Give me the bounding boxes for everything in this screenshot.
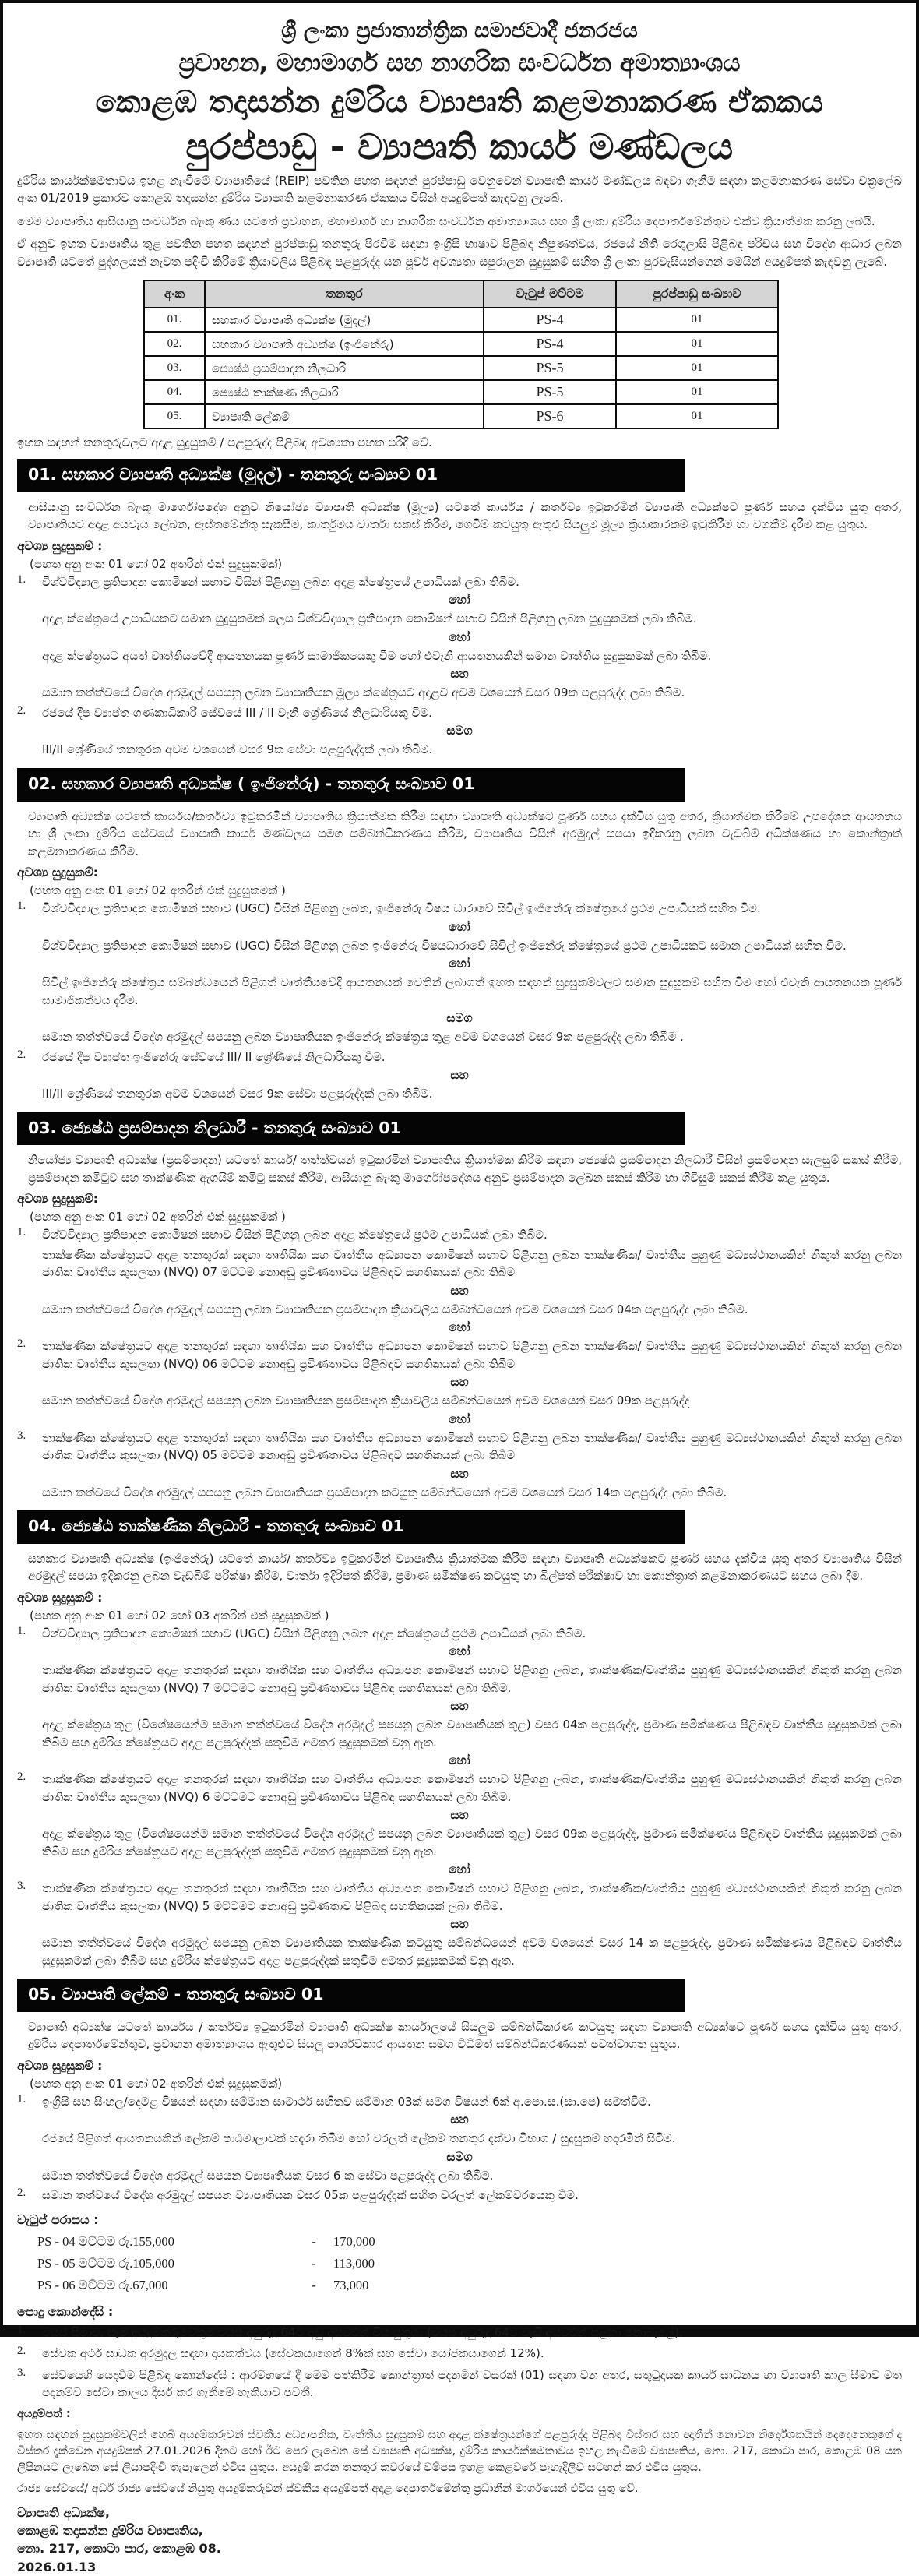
item-number: 2. [17, 2345, 26, 2358]
item-text: තාක්ෂණික ක්ෂේත්‍රයට අදාළ තනතුරක් සඳහා තෘතීයික සහ වෘත්තීය අධ්‍යාපන කොමිෂන් සභාව පිළිගනු ලබන තාක්ෂණික/ වෘත්තීය පුහුණු මධ්‍යස්ථානයකින් නිකුත් කරනු ලබන ජාතික වෘත්තීය කුසලතා (NVQ) 06 මට්ටම නොඅඩු ප්‍රවීණතාවය පිළිබඳව සහතිකයක් ලබා තිබීම [42, 1339, 902, 1371]
table-cell: 01 [616, 308, 778, 332]
salary-label: වැටුප් පරාසය : [17, 2211, 99, 2227]
conjunction-word: සමග [446, 1011, 473, 1026]
salary-max: 170,000 [333, 2233, 375, 2249]
section-description: නියෝජ්‍ය ව්‍යාපෘති අධ්‍යක්ෂ (ප්‍රසම්පාදන) යටතේ කාර්ය/ තත්ත්වයන් ඉටුකරමින් ව්‍යාපෘතිය ක්‍රියාත්මක කිරීම සඳහා ජ්‍යෙෂ්ඨ ප්‍රසම්පාදන නිලධාරී විසින් ප්‍රසම්පාදන සැලසුම් සකස් කිරීම, ප්‍රසම්පාදන කමිටුව සහ තාක්ෂණික ඇගයීම් කමිටු සකස් කිරීම, ආසියානු බැංකු මාර්ගෝපදේශය අනුව ප්‍රසම්පාදන ලේඛන සකස් කිරීම හා ගිවිසුම් සකස් කිරීම කළ යුතුය. [28, 1153, 902, 1185]
signoff-block [17, 2504, 902, 2576]
item-number: 1. [17, 1624, 26, 1637]
conjunction-word: සහ [450, 2113, 469, 2127]
salary-dash: - [312, 2233, 316, 2249]
qualification-paragraph: සමාන තත්ත්වයේ විදේශ අරමුදල් සපයනු ලබන ව්‍යාපෘතියක මූල්‍ය ක්ෂේත්‍රයට අදාළව අවම වශයෙන් වසර 09ක පළපුරුද්ද ලබා තිබීම. [42, 685, 685, 700]
salary-max: 113,000 [333, 2255, 375, 2271]
salary-level-min: PS - 04 මට්ටම රු.155,000 [37, 2233, 174, 2249]
qualification-item [17, 704, 902, 722]
table-cell: PS-6 [484, 404, 616, 428]
qualification-item [17, 2187, 902, 2204]
conjunction-word: හෝ [449, 1411, 470, 1426]
document-header [17, 19, 902, 167]
qualification-note: (පහත අනු අංක 01 හෝ 02 අතරින් එක් සුදුසුකමක් ) [30, 883, 286, 898]
conjunction-word: සහ [450, 1375, 469, 1390]
table-cell: PS-5 [484, 380, 616, 404]
conjunction-word: හෝ [449, 1753, 470, 1768]
qualifications-label: අවශ්‍ය සුදුසුකම් : [17, 538, 103, 553]
condition-item [17, 2345, 902, 2363]
condition-item [17, 2366, 902, 2402]
conditions-list [17, 2324, 902, 2402]
general-conditions-section [17, 2304, 902, 2402]
item-number: 1. [17, 2092, 26, 2106]
unit-title: කොළඹ තදාසන්න දුම්රිය ව්‍යාපෘති කළමනාකරණ ඒකකය [95, 84, 824, 120]
qualification-item [17, 1337, 902, 1373]
column-header: වැටුප් මට්ටම [484, 280, 616, 308]
conjunction-word: හෝ [449, 629, 470, 644]
table-cell: 01. [144, 308, 205, 332]
section-description: ව්‍යාපෘති අධ්‍යක්ෂ යටතේ කාර්යය / කර්තව්‍ය ඉටුකරමින් ව්‍යාපෘති අධ්‍යක්ෂ කාර්යාලයේ සියලුම සම්බන්ධීකරණ කටයුතු සඳහා ව්‍යාපෘති අධ්‍යක්ෂට පූර්ණ සහය දැක්විය යුතු අතර, දුම්රිය දෙපාර්තමේන්තුව, ප්‍රවාහන අමාත්‍යාංශය ඇතුළුව සියලු පාර්ශවකාර ආයතන සමග විධිමත් සම්බන්ධීකරණයක් පවත්වාගත යුතුය. [28, 2019, 902, 2052]
item-text: විශ්වවිද්‍යාල ප්‍රතිපාදන කොමිෂන් සභාව විසින් පිළිගනු ලබන අදාළ ක්ෂේත්‍රයේ ප්‍රථම උපාධියක් ලබා තිබීම. [42, 1228, 548, 1242]
table-cell: 01 [616, 404, 778, 428]
qualifications-label: අවශ්‍ය සුදුසුකම් : [17, 2058, 103, 2073]
column-header: පුරප්පාඩු සංඛ්‍යාව [616, 280, 778, 308]
ministry-title: ප්‍රවාහන, මහාමාර්ග සහ නාගරික සංවර්ධන අමාත්‍යාංශය [178, 49, 741, 78]
qualification-item [17, 1771, 902, 1806]
conjunction-word: හෝ [449, 1862, 470, 1877]
column-header: තනතුර [205, 280, 484, 308]
item-text: විශ්වවිද්‍යාල ප්‍රතිපාදන කොමිෂන් සභාව (UGC) විසින් පිළිගනු ලබන, ඉංජිනේරු විෂය ධාරාවේ සිවිල් ඉංජිනේරු ක්ෂේත්‍රයේ ප්‍රථම උපාධියක් සහිත වීම. [42, 901, 761, 916]
signoff-line: 2026.01.13 [17, 2559, 97, 2574]
intro-paragraph-2: මෙම ව්‍යාපෘතිය ආසියානු සංවර්ධන බැංකු ණය යටතේ ප්‍රවාහන, මහාමාර්ග හා නාගරික සංවර්ධන අමාත්‍යාංශය සහ ශ්‍රී ලංකා දුම්රිය දෙපාර්තමේන්තුව එක්ව ක්‍රියාත්මක කරනු ලබයි. [17, 213, 875, 228]
qualification-paragraph: අදාළ ක්ෂේත්‍රය තුළ (විශේෂයෙන්ම සමාන තත්ත්වයේ විදේශ අරමුදල් සපයනු ලබන ව්‍යාපෘතියක් තුළ) වසර 04ක පළපුරුද්ද, ප්‍රමාණ සමීක්ෂණය පිළිබඳව වෘත්තීය සුදුසුකමක් ලබා තිබීම සහ දුම්රිය ක්ෂේත්‍රයට අදාළ පළපුරුද්දක් සතුවීම අමතර සුදුසුකමක් වනු ඇත. [42, 1718, 902, 1750]
table-cell: 01 [616, 332, 778, 356]
section-banner: 01. සහකාර ව්‍යාපෘති අධ්‍යක්ෂ (මුදල්) - තනතුරු සංඛ්‍යාව 01 [17, 459, 685, 492]
sections [17, 459, 902, 2204]
vacancy-section [17, 768, 902, 1103]
item-text: රජයේ දීප ව්‍යාප්ත ඉංජිනේරු සේවයේ III/ II ශ්‍රේණියේ නිලධාරියකු වීම. [42, 1049, 386, 1064]
section-banner: 04. ජ්‍යෙෂ්ඨ තාක්ෂණික නිලධාරී - තනතුරු සංඛ්‍යාව 01 [17, 1510, 685, 1544]
conjunction-word: සහ [450, 1699, 469, 1714]
salary-dash: - [312, 2277, 316, 2292]
item-text: සේවක අර්ථ සාධක අරමුදල සඳහා දායකත්වය (සේවකයාගෙන් 8%ක් සහ සේවා යෝජකයාගෙන් 12%). [42, 2346, 544, 2361]
signoff-line: ව්‍යාපෘති අධ්‍යක්ෂ, [17, 2505, 110, 2521]
section-description: සහකාර ව්‍යාපෘති අධ්‍යක්ෂ (ඉංජිනේරු) යටතේ කාර්ය/ කර්තව්‍ය ඉටුකරමින් ව්‍යාපෘතිය ක්‍රියාත්මක කිරීම සඳහා ව්‍යාපෘති අධ්‍යක්ෂකට පූර්ණ සහය දැක්විය යුතු අතර ව්‍යාපෘතිය විසින් අරමුදල් සපයා ඉදිකරනු ලබන වැඩබිම් පරීක්ෂා කිරීම, වාර්තා ඉදිරිපත් කිරීම, ප්‍රමාණ සමීක්ෂණ කටයුතු හා බිල්පත් පරීක්ෂාව හා කොන්ත්‍රාත් කළමනාකරණයට සහය ලබා දීම. [28, 1551, 902, 1584]
qualification-paragraph: සමාන තත්ත්වයේ විදේශ අරමුදල් සපයනු ලබන ව්‍යාපෘතියක ප්‍රසම්පාදන ක්‍රියාවලිය සම්බන්ධයෙන් අවම වශයෙන් වසර 09ක පළපුරුද්ද [42, 1394, 690, 1408]
item-text: විශ්වවිද්‍යාල ප්‍රතිපාදන කොමිෂන් සභාව (UGC) විසින් පිළිගනු ලබන අදාළ ක්ෂේත්‍රයේ ප්‍රථම උපාධියක් ලබා තිබීම. [42, 1626, 586, 1640]
item-text: තාක්ෂණික ක්ෂේත්‍රයට අදාළ තනතුරක් සඳහා තෘතීයික සහ වෘත්තීය අධ්‍යාපන කොමිෂන් සභාව පිළිගනු ලබන තාක්ෂණික/ වෘත්තීය පුහුණු මධ්‍යස්ථානයකින් නිකුත් කරනු ලබන ජාතික වෘත්තීය කුසලතා (NVQ) 05 මට්ටම නොඅඩු ප්‍රවීණතාවය පිළිබඳව සහතිකයක් ලබා තිබීම [42, 1430, 902, 1463]
salary-level-min: PS - 06 මට්ටම රු.67,000 [37, 2277, 168, 2292]
salary-rows [17, 2231, 902, 2296]
qualification-item [17, 1625, 902, 1643]
qualification-paragraph: සමාන තත්ත්වයේ විදේශ අරමුදල් සපයන ව්‍යාපෘතියක වසර 6 ක සේවා පළපුරුද්ද ලබා තිබීම. [42, 2168, 494, 2183]
conjunction-word: සහ [450, 1808, 469, 1823]
conjunction-word: සහ [450, 667, 469, 682]
item-text: ඉංග්‍රීසි සහ සිංහල/දෙමළ විෂයන් සඳහා සම්මාන සාමාර්ථ සහිතව සම්මාන 03ක් සමග විෂයන් 6ක් අ.පො.ස.(සා.පෙ) සමත්වීම. [42, 2094, 651, 2109]
qualification-note: (පහත අනු අංක 01 හෝ 02 අතරින් එක් සුදුසුකමක්) [30, 556, 283, 571]
advert-title: පුරප්පාඩු - ව්‍යාපෘති කාර්ය මණ්ඩලය [185, 126, 734, 168]
signoff-line: කොළඹ තදාසන්න දුම්රිය ව්‍යාපෘතිය, [17, 2523, 203, 2539]
item-number: 2. [17, 1048, 26, 1061]
vacancy-section [17, 1979, 902, 2204]
item-number: 1. [17, 900, 26, 913]
qualification-paragraph: සිවිල් ඉංජිනේරු ක්ෂේත්‍රය සම්බන්ධයෙන් පිළිගත් වෘත්තීයවේදී ආයතනයක් වෙතින් ලබාගත් ඉහත සඳහන් සුදුසුකම්වලට සමාන සුදුසුකම් සහිත වීම හෝ එවැනි ආයතනයක පූර්ණ සාමාජිකත්වය දැරීම. [42, 975, 902, 1007]
table-cell: PS-5 [484, 356, 616, 380]
qualification-note: (පහත අනු අංක 01 හෝ 02 අතරින් එක් සුදුසුකමක්) [30, 2076, 283, 2091]
conjunction-word: හෝ [449, 1644, 470, 1659]
salary-row [37, 2231, 902, 2253]
application-paragraph: රාජ්‍ය සේවයේ/ අර්ධ රාජ්‍ය සේවයේ නියුතු අයදුම්කරුවන් ස්වකීය අයදුම්පත් අදාළ දෙපාර්තමේන්තු ප්‍රධානීන් මාර්ගයෙන් එවිය යුතු වේ. [17, 2483, 639, 2496]
conjunction-word: හෝ [449, 957, 470, 971]
qualification-item [17, 900, 902, 918]
qualifications-label: අවශ්‍ය සුදුසුකම්: [17, 865, 98, 880]
table-row [144, 308, 778, 332]
conjunction-word: හෝ [449, 593, 470, 608]
table-row [144, 356, 778, 380]
qualification-paragraph: III/II ශ්‍රේණියේ තනතුරක අවම වශයෙන් වසර 9ක සේවා පළපුරුද්දක් ලබා තිබීම. [42, 742, 433, 757]
qualification-paragraph: සමාන තත්ත්වයේ විදේශ අරමුදල් සපයනු ලබන ව්‍යාපෘතියක ඉංජිනේරු ක්ෂේත්‍රය තුළ අවම වශයෙන් වසර 9ක පළපුරුද්ද ලබා තිබීම . [42, 1030, 684, 1045]
qualification-item [17, 2093, 902, 2111]
section-banner: 05. ව්‍යාපෘති ලේකම් - තනතුරු සංඛ්‍යාව 01 [17, 1979, 685, 2012]
section-description: ව්‍යාපෘති අධ්‍යක්ෂ යටතේ කාර්යය/කර්තව්‍ය ඉටුකරමින් ව්‍යාපෘතිය ක්‍රියාත්මක කිරීම සඳහා ව්‍යාපෘති අධ්‍යක්ෂට පූර්ණ සහය දැක්විය යුතු අතර, ක්‍රියාත්මක කිරීමේ උපදේශන ආයතනය හා ශ්‍රී ලංකා දුම්රිය සේවයේ ව්‍යාපෘති කාර්ය මණ්ඩලය සමග සම්බන්ධීකරණය කිරීම, ව්‍යාපෘතිය විසින් අරමුදල් සපයා ඉදිකරනු ලබන වැඩබිම් අධීක්ෂණය හා කොන්ත්‍රාත් කළමනාකරණය කිරීම. [28, 809, 902, 858]
applications-paragraphs [17, 2427, 902, 2497]
vacancy-section [17, 459, 902, 759]
qualification-paragraph: විශ්වවිද්‍යාල ප්‍රතිපාදන කොමිෂන් සභාව (UGC) විසින් පිළිගනු ලබන ඉංජිනේරු විෂයධාරාවේ සිවිල් ඉංජිනේරු ක්ෂේත්‍රයේ ප්‍රථම උපාධියකට සමාන උපාධියක් සහිත වීම. [42, 938, 847, 953]
item-number: 2. [17, 2187, 26, 2200]
conjunction-word: හෝ [449, 1320, 470, 1335]
salary-row [37, 2253, 902, 2275]
table-cell: සහකාර ව්‍යාපෘති අධ්‍යක්ෂ (ඉංජිනේරු) [205, 332, 484, 356]
salary-dash: - [312, 2255, 316, 2271]
table-cell: 05. [144, 404, 205, 428]
salary-level-min: PS - 05 මට්ටම රු.105,000 [37, 2255, 174, 2271]
applications-label: අයදුම්පත් : [17, 2407, 71, 2420]
intro-section [17, 172, 902, 271]
table-cell: ජ්‍යෙෂ්ඨ ප්‍රසම්පාදන නිලධාරී [205, 356, 484, 380]
intro-paragraph-1: දුම්රිය කාර්යක්ෂමතාවය ඉහළ නැංවීමේ ව්‍යාපෘතියේ (REIP) පවතින පහත සඳහන් පුරප්පාඩු වෙනුවෙන් ව්‍යාපෘති කාර්ය මණ්ඩලය බඳවා ගැනීම සඳහා කළමනාකරණ සේවා චක්‍රලේඛ අංක 01/2019 ප්‍රකාරව කොළඹ තදාසන්න දුම්රිය ව්‍යාපෘති කළමනාකරණ ඒකකය විසින් අයදුම්පත් කැඳවනු ලැබේ. [17, 173, 902, 206]
section-banner: 02. සහකාර ව්‍යාපෘති අධ්‍යක්ෂ ( ඉංජිනේරු) - තනතුරු සංඛ්‍යාව 01 [17, 768, 685, 802]
application-paragraph: ඉහත සඳහන් සුදුසුකම්වලින් හෙබි අයදුම්කරුවන් ස්වකීය අධ්‍යාපනික, වෘත්තීය සුදුසුකම් සහ අදාළ ක්ෂේත්‍රයන්ගේ පළපුරුද්ද පිළිබඳ විස්තර සහ ඥාතීන් නොවන නිර්දේශකයින් දෙදෙනෙකුගේ ද විස්තර දැක්වෙන අයදුම්පත් 27.01.2026 දිනට හෝ ඊට පෙර ලැබෙන සේ ව්‍යාපෘති අධ්‍යක්ෂ, දුම්රිය කාර්යක්ෂමතාවය ඉහළ නැංවීමේ ව්‍යාපෘතිය, නො. 217, කොටා පාර, කොළඹ 08 යන ලිපිනයට ලැබෙන සේ ලියාපදිංචි තැපෑලෙන් එවිය යුතුය. අයදුම් කරන තනතුර කවරයේ වම්පස ඉහළ කෙළවරේ පැහැදිලිව සටහන් කර එවිය යුතුය. [17, 2428, 902, 2475]
section-description: ආසියානු සංවර්ධන බැංකු මාර්ගෝපදේශ අනුව නියෝජ්‍ය ව්‍යාපෘති අධ්‍යක්ෂ (මූල්‍ය) යටතේ කාර්යය / කර්තව්‍ය ඉටුකරමින් ව්‍යාපෘති අධ්‍යක්ෂට පූර්ණ සහය දැක්විය යුතු අතර, ව්‍යාපෘතියට අදාළ අයවැය ලේඛන, ඇස්තමේන්තු සැකසීම, කාර්තුමය වාර්තා සකස් කිරීම, ගෙවීම් කටයුතු ඇතුළු සියලුම මූල්‍ය ක්‍රියාකාරකම් ඉටුකිරීම හා වගකීම් දැරීම කළ යුතුය. [28, 499, 902, 532]
conjunction-word: සහ [450, 1466, 469, 1481]
item-text: වයස් සීමාව. සෑම අයදුම්කරුවෙකුම වයස අවුරුදු 64ට අඩු අයවළුන් විය යුතුය. (වයස අවුරුදු 64ට වැඩි අයවළුන් සළකා නොබැලේ). [42, 2324, 683, 2339]
qualification-item [17, 1429, 902, 1464]
country-title: ශ්‍රී ලංකා ප්‍රජාතාන්ත්‍රික සමාජවාදී ජනරජය [281, 19, 638, 43]
qualification-paragraph: තාක්ෂණික ක්ෂේත්‍රයට අදාළ තනතුරක් සඳහා තෘතීයික සහ වෘත්තීය අධ්‍යාපන කොමිෂන් සභාව පිළිගනු ලබන තාක්ෂණික/ වෘත්තීය පුහුණු මධ්‍යස්ථානයකින් නිකුත් කරනු ලබන ජාතික වෘත්තීය කුසලතා (NVQ) 07 මට්ටම නොඅඩු ප්‍රවීණතාවය පිළිබඳව සහතිකයක් ලබා තිබීම [42, 1247, 902, 1280]
item-number: 1. [17, 573, 26, 586]
vacancy-table-body [144, 308, 778, 428]
qualification-paragraph: සමාන තත්ත්වයේ විදේශ අරමුදල් සපයනු ලබන ව්‍යාපෘතියක ප්‍රසම්පාදන ක්‍රියාවලිය සම්බන්ධයෙන් අවම වශයෙන් වසර 04ක පළපුරුද්ද ලබා තිබීම. [42, 1302, 748, 1316]
item-text: තාක්ෂණික ක්ෂේත්‍රයට අදාළ තනතුරක් සඳහා තෘතීයික සහ වෘත්තීය අධ්‍යාපන කොමිෂන් සභාව පිළිගනු ලබන, තාක්ෂණික/වෘත්තීය පුහුණු මධ්‍යස්ථානයකින් නිකුත් කරනු ලබන ජාතික වෘත්තීය කුසලතා (NVQ) 6 මට්ටමට නොඅඩු ප්‍රවීණතාවය පිළිබඳ සහතිකයක් ලබා තිබීම. [42, 1772, 902, 1804]
vacancy-table [143, 280, 779, 429]
qualification-item [17, 573, 902, 591]
table-cell: සහකාර ව්‍යාපෘති අධ්‍යක්ෂ (මුදල්) [205, 308, 484, 332]
item-number: 3. [17, 1429, 26, 1442]
qualification-paragraph: සමාන තත්වයේ විදේශ අරමුදල් සපයනු ලබන ව්‍යාපෘතියක ප්‍රසම්පාදන කටයුතු සම්බන්ධයෙන් අවම වශයෙන් වසර 14ක පළපුරුද්ද ලබා තිබීම. [42, 1485, 727, 1499]
signoff-line: නො. 217, කොටා පාර, කොළඹ 08. [17, 2541, 221, 2557]
item-number: 1. [17, 2323, 26, 2336]
section-banner: 03. ජ්‍යෙෂ්ඨ ප්‍රසම්පාදන නිලධාරී - තනතුරු සංඛ්‍යාව 01 [17, 1112, 685, 1146]
table-cell: PS-4 [484, 332, 616, 356]
item-number: 2. [17, 1337, 26, 1351]
table-cell: PS-4 [484, 308, 616, 332]
item-number: 3. [17, 2366, 26, 2379]
conjunction-word: හෝ [449, 919, 470, 934]
item-text: සේවයෙහි යෙදවීම පිළිබඳ කොන්දේසි : ආරම්භයේ දී මෙම පත්කිරීම කොන්ත්‍රාත් පදනමින් වසරක් (01) සඳහා වන අතර, සතුටුදායක කාර්ය සාධනය හා ව්‍යාපෘති කාල සීමාව මත පදනම්ව සේවා කාලය දීර්ඝ කර ගැනීමේ හැකියාව පවතී. [42, 2367, 902, 2400]
qualification-note: (පහත අනු අංක 01 හෝ 02 හෝ 03 අතරින් එක් සුදුසුකමක් ) [30, 1608, 329, 1623]
qualification-paragraph: සමාන තත්ත්වයේ විදේශ අරමුදල් සපයනු ලබන ව්‍යාපෘතියක තාක්ෂණික කටයුතු සම්බන්ධයෙන් අවම වශයෙන් වසර 14 ක පළපුරුද්ද, ප්‍රමාණ සමීක්ෂණය පිළිබඳව වෘත්තීය සුදුසුකමක් ලබා තිබීම සහ දුම්රිය ක්ෂේත්‍රයට අදාළ පළපුරුද්දක් සතුවීම අමතර සුදුසුකමක් වනු ඇත. [42, 1936, 902, 1968]
table-header-row [144, 280, 778, 308]
applications-section [17, 2406, 902, 2497]
qualification-item [17, 1226, 902, 1244]
qualification-paragraph: අදාළ ක්ෂේත්‍රයේ උපාධියකට සමාන සුදුසුකමක් ලෙස විශ්වවිද්‍යාල ප්‍රතිපාදන කොමිෂන් සභාව විසින් පිළිගනු ලබන සුදුසුකමක් ලබා තිබීම. [42, 611, 697, 626]
item-number: 1. [17, 1226, 26, 1239]
table-cell: 03. [144, 356, 205, 380]
table-cell: 01 [616, 380, 778, 404]
table-row [144, 404, 778, 428]
item-text: රජයේ දීප ව්‍යාප්ත ගණකාධිකාරී සේවයේ III / II වැනි ශ්‍රේණියේ නිලධාරියකු වීම. [42, 705, 432, 720]
table-cell: ජ්‍යෙෂ්ඨ තාක්ෂණ නිලධාරී [205, 380, 484, 404]
item-number: 2. [17, 703, 26, 717]
conjunction-word: සමග [446, 2149, 473, 2164]
condition-item [17, 2324, 902, 2342]
qualification-paragraph: අදාළ ක්ෂේත්‍රය තුළ (විශේෂයෙන්ම සමාන තත්ත්වයේ විදේශ අරමුදල් සපයනු ලබන ව්‍යාපෘතියක් තුළ) වසර 09ක පළපුරුද්ද, ප්‍රමාණ සමීක්ෂණය පිළිබඳව වෘත්තීය සුදුසුකමක් ලබා තිබීම සහ දුම්රිය ක්ෂේත්‍රයට අදාළ පළපුරුද්දක් සතුවීම අමතර සුදුසුකමක් වනු ඇත. [42, 1827, 902, 1859]
table-cell: ව්‍යාපෘති ලේකම් [205, 404, 484, 428]
salary-section [17, 2212, 902, 2296]
conjunction-word: සහ [450, 1283, 469, 1298]
column-header: අංක [144, 280, 205, 308]
conditions-label: පොදු කොන්දේසි : [17, 2303, 114, 2319]
conjunction-word: සහ [450, 1917, 469, 1932]
qualifications-label: අවශ්‍ය සුදුසුකම්: [17, 1192, 98, 1207]
qualifications-label: අවශ්‍ය සුදුසුකම් : [17, 1590, 103, 1605]
item-number: 3. [17, 1880, 26, 1893]
table-cell: 02. [144, 332, 205, 356]
vacancy-section [17, 1112, 902, 1502]
vacancy-section [17, 1510, 902, 1969]
table-row [144, 380, 778, 404]
item-text: විශ්වවිද්‍යාල ප්‍රතිපාදන කොමිෂන් සභාව විසින් පිළිගනු ලබන අදාළ ක්ෂේත්‍රයේ උපාධියක් ලබා තිබීම. [42, 574, 519, 589]
qualification-note: (පහත අනු අංක 01 හෝ 02 අතරින් එක් සුදුසුකමක් ) [30, 1210, 286, 1225]
table-row [144, 332, 778, 356]
salary-row [37, 2275, 902, 2296]
qualification-item [17, 1880, 902, 1915]
item-text: තාක්ෂණික ක්ෂේත්‍රයට අදාළ තනතුරක් සඳහා තෘතීයික සහ වෘත්තීය අධ්‍යාපන කොමිෂන් සභාව පිළිගනු ලබන, තාක්ෂණික/වෘත්තීය පුහුණු මධ්‍යස්ථානයකින් නිකුත් කරනු ලබන ජාතික වෘත්තීය කුසලතා (NVQ) 5 මට්ටමට නොඅඩු ප්‍රවීණතාව පිළිබඳ සහතිකයක් ලබා තිබීම. [42, 1881, 902, 1913]
qualification-paragraph: අදාළ ක්ෂේත්‍රයට අයත් වෘත්තීයවේදී ආයතනයක පූර්ණ සාමාජිකයෙකු වීම හෝ එවැනි ආයතනයකින් සමාන වෘත්තීය සුදුසුකමක් ලබා තිබීම. [42, 648, 712, 663]
qualification-paragraph: III/II ශ්‍රේණියේ තනතුරක අවම වශයෙන් වසර 9ක සේවා පළපුරුද්දක් ලබා තිබීම. [42, 1087, 433, 1101]
conjunction-word: සමග [446, 724, 473, 738]
qualification-item [17, 1048, 902, 1066]
table-cell: 04. [144, 380, 205, 404]
intro-paragraph-3: ඒ අනුව ඉහත ව්‍යාපෘතිය තුළ පවතින පහත සඳහන් පුරප්පාඩු තනතුරු පිරවීම සඳහා ඉංග්‍රීසි භාෂාව පිළිබඳ නිපුණත්වය, රජයේ නීති රෙගුලාසි පිළිබඳ පරිචය සහ විදේශ ආධාර ලබන ව්‍යාපෘති යටතේ පුද්ගලයන් නැවත පදිංචි කිරීමේ ක්‍රියාවලිය පිළිබඳ පළපුරුද්ද යන පූර්ව අවශ්‍යතා සපුරාලන සුදුසුකම් සහිත ශ්‍රී ලංකා පුරවැසියන්ගෙන් මෙයින් අයදුම්පත් කැඳවනු ලැබේ. [17, 237, 902, 269]
conjunction-word: සහ [450, 1068, 469, 1083]
item-number: 2. [17, 1771, 26, 1784]
table-cell: 01 [616, 356, 778, 380]
table-note: ඉහත සඳහන් තනතුරුවලට අදාළ සුදුසුකම් / පළපුරුද්ද පිළිබඳ අවශ්‍යතා පහත පරිදි වේ. [17, 435, 432, 450]
salary-max: 73,000 [333, 2277, 369, 2292]
item-text: සමාන තත්වයේ විදේශ අරමුදල් සපයන ව්‍යාපෘතියක වසර 05ක පළපුරුද්දක් සහිත වරලත් ලේකම්වරයෙකු වීම. [42, 2188, 579, 2203]
qualification-paragraph: තාක්ෂණික ක්ෂේත්‍රයට අදාළ තනතුරක් සඳහා තෘතීයික සහ වෘත්තීය අධ්‍යාපන කොමිෂන් සභාව පිළිගනු ලබන, තාක්ෂණික/වෘත්තීය පුහුණු මධ්‍යස්ථානයකින් නිකුත් කරනු ලබන ජාතික වෘත්තීය කුසලතා (NVQ) 7 මට්ටමට නොඅඩු ප්‍රවීණතාවය පිළිබඳ සහතිකයක් ලබා තිබීම. [42, 1663, 902, 1695]
qualification-paragraph: රජයේ පිළිගත් ආයතනයකින් ලේකම් පාඨමාලාවක් හදැරා තිබීම හෝ වරලත් ලේකම් තනතුර දක්වා විභාග / සුදුසුකම් හදරමින් සිටීම. [42, 2131, 676, 2146]
